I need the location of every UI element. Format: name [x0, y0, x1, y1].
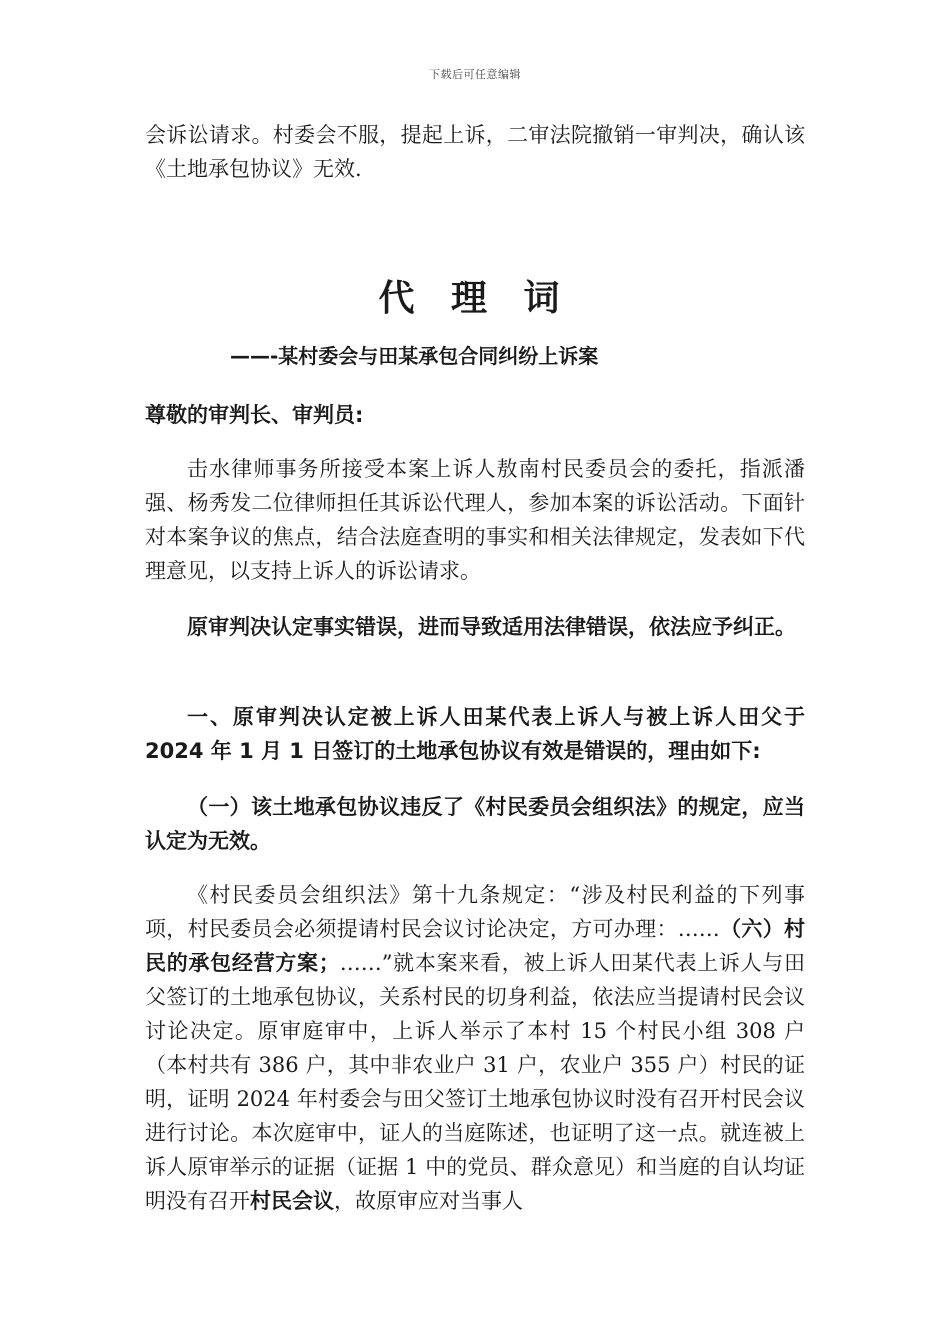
heading-subsection-one: （一）该土地承包协议违反了《村民委员会组织法》的规定，应当认定为无效。 [145, 795, 805, 853]
opening-paragraph: 击水律师事务所接受本案上诉人敖南村民委员会的委托，指派潘强、杨秀发二位律师担任其诉讼代理人，参加本案的诉讼活动。下面针对本案争议的焦点，结合法庭查明的事实和相关法律规定，发表如下代理意见，以支持上诉人的诉讼请求。 [145, 457, 805, 583]
document-title: 代 理 词 [378, 277, 572, 319]
heading-section-one: 一、原审判决认定被上诉人田某代表上诉人与被上诉人田父于 2024 年 1 月 1 日签订的土地承包协议有效是错误的，理由如下: [145, 705, 805, 763]
body-text-part-e: ，故原审应对当事人 [334, 1189, 523, 1213]
body-text-part-a: 《村民委员会组织法》第十九条规定：“涉及村民利益的下列事项，村民委员会必须提请村民会议讨论决定，方可办理：…… [145, 883, 805, 941]
body-paragraph [145, 878, 805, 1218]
document-subtitle: ——-某村委会与田某承包合同纠纷上诉案 [230, 344, 599, 368]
heading-main-argument: 原审判决认定事实错误，进而导致适用法律错误，依法应予纠正。 [187, 615, 796, 639]
body-text-emphasis-1: （六）村民的承包经营方案； [145, 917, 806, 975]
intro-paragraph: 会诉讼请求。村委会不服，提起上诉，二审法院撤销一审判决，确认该《土地承包协议》无效. [145, 123, 805, 181]
body-text-emphasis-2: 村民会议 [250, 1189, 334, 1213]
body-text-part-c: ……”就本案来看，被上诉人田某代表上诉人与田父签订的土地承包协议，关系村民的切身利益，依法应当提请村民会议讨论决定。原审庭审中，上诉人举示了本村 15 个村民小组 308 户（本村共有 386 户，其中非农业户 31 户，农业户 355 户）村民的证明，证明 2024 年村委会与田父签订土地承包协议时没有召开村民会议进行讨论。本次庭审中，证人的当庭陈述，也证明了这一点。就连被上诉人原审举示的证据（证据 1 中的党员、群众意见）和当庭的自认均证明没有召开 [145, 951, 806, 1213]
salutation: 尊敬的审判长、审判员: [145, 403, 364, 427]
page-header: 下载后可任意编辑 [429, 68, 521, 81]
